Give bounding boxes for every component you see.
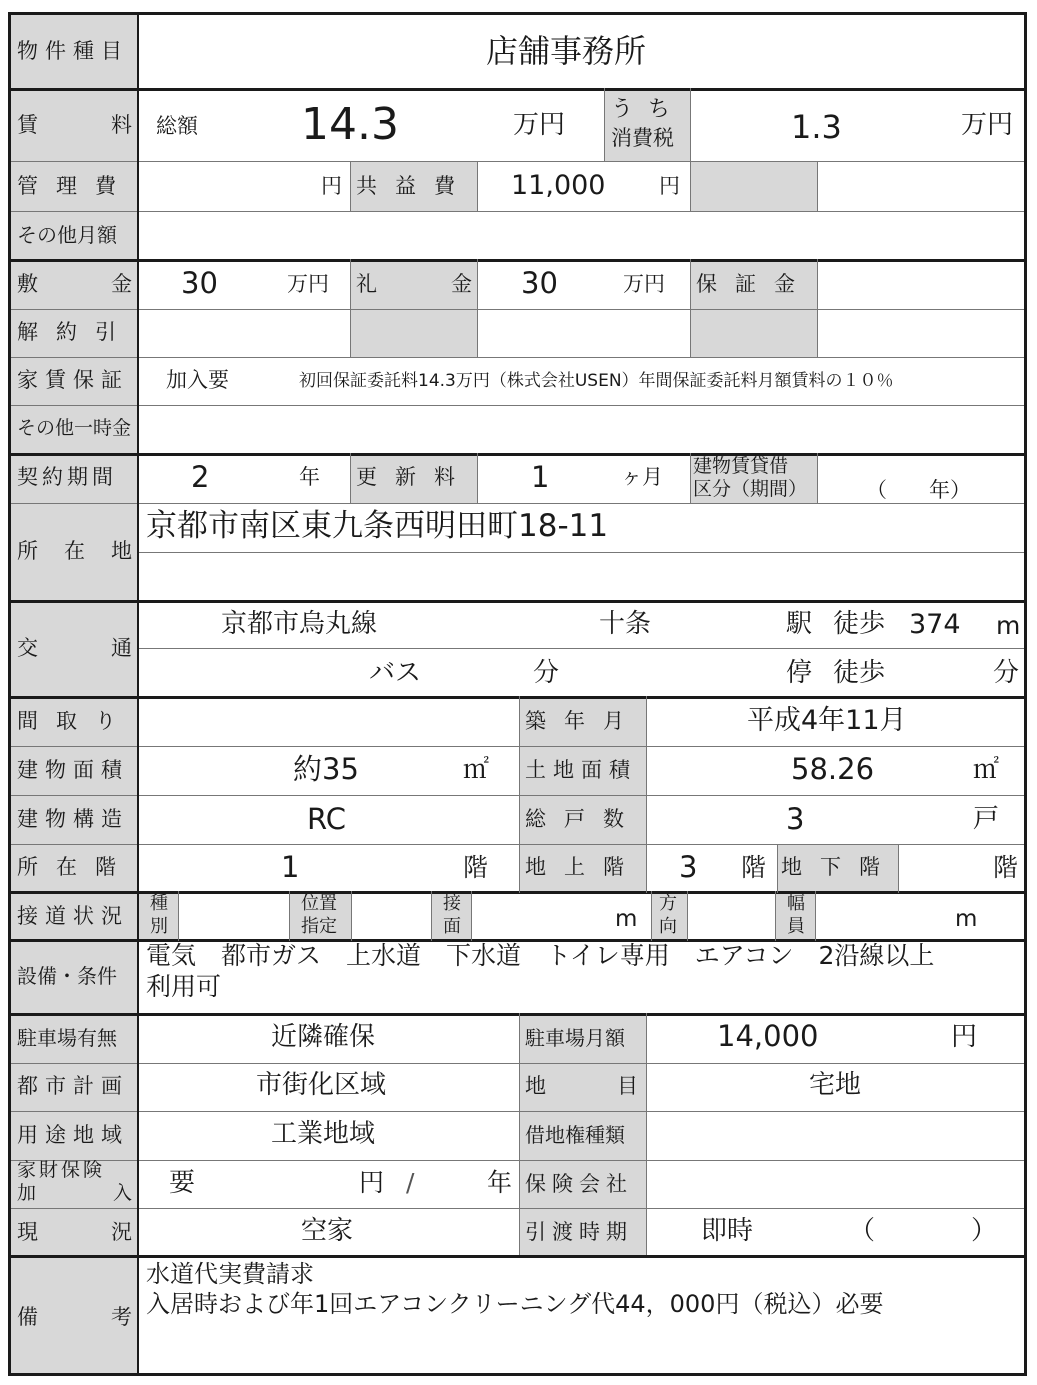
rent-label-l: 賃 (17, 113, 38, 137)
key-label-r: 金 (451, 272, 472, 296)
land-label: 土地面積 (525, 758, 637, 782)
transport-station: 十条 (599, 609, 652, 639)
tax-label-2: 消費税 (611, 126, 674, 150)
road-width-2: 員 (787, 916, 805, 937)
deposit-amount: 30 (181, 266, 218, 300)
lease-label-1: 建物賃貸借 (693, 455, 789, 477)
parking-value: 近隣確保 (271, 1022, 376, 1052)
insurance-label-2b: 入 (113, 1182, 133, 1204)
status-label-r: 況 (111, 1220, 132, 1244)
remarks-label-r: 考 (111, 1305, 132, 1329)
insurance-company-label: 保険会社 (525, 1172, 633, 1196)
above-label: 地上階 (525, 855, 642, 879)
remarks-line1: 水道代実費請求 (146, 1260, 314, 1288)
zoning-value: 工業地域 (271, 1119, 376, 1149)
tax-label-1: う ち (611, 97, 674, 122)
city-plan-value: 市街化区域 (256, 1070, 387, 1100)
structure-value: RC (307, 802, 346, 836)
area-unit: ㎡ (463, 755, 490, 785)
status-label-l: 現 (17, 1220, 38, 1244)
road-label: 接道状況 (17, 904, 129, 928)
transport-station-suffix: 駅 (786, 609, 813, 639)
stop-label: 停 (786, 658, 813, 688)
renewal-unit: ヶ月 (621, 465, 663, 489)
above-value: 3 (679, 850, 698, 884)
location-label-m: 在 (64, 539, 85, 563)
key-label-l: 礼 (356, 272, 377, 296)
road-dir-1: 方 (659, 893, 677, 914)
blank-gray-cell (690, 161, 817, 211)
other-monthly-label: その他月額 (17, 223, 117, 247)
handover-value: 即時 (701, 1216, 754, 1246)
land-cat-l: 地 (525, 1074, 546, 1098)
land-cat-value: 宅地 (809, 1070, 862, 1100)
deposit-label-r: 金 (111, 272, 132, 296)
below-label: 地下階 (781, 855, 898, 879)
above-unit: 階 (741, 853, 767, 882)
property-sheet (8, 12, 1027, 1376)
area-value: 約35 (293, 752, 359, 786)
transport-walk-distance: 374 (909, 609, 961, 640)
key-unit: 万円 (623, 272, 665, 296)
tax-unit: 万円 (961, 110, 1014, 140)
lease-label-2: 区分（期間） (693, 478, 808, 500)
parking-fee-unit: 円 (951, 1022, 978, 1052)
contract-label: 契約期間 (17, 465, 117, 489)
road-dir-2: 向 (659, 916, 677, 937)
guarantee-label: 保証金 (696, 272, 813, 296)
units-unit: 戸 (973, 804, 1000, 834)
built-label: 築年月 (525, 709, 642, 733)
lease-value: （ 年） (866, 478, 971, 502)
transport-walk-label: 徒歩 (833, 609, 886, 639)
insurance-label-2a: 加 (17, 1182, 37, 1204)
handover-paren-close: ） (971, 1216, 998, 1246)
structure-label: 建物構造 (17, 807, 129, 831)
type-value: 店舗事務所 (486, 32, 647, 70)
zoning-label: 用途地域 (17, 1123, 129, 1147)
tax-amount: 1.3 (791, 108, 842, 146)
remarks-label-l: 備 (17, 1305, 38, 1329)
road-kind-2: 別 (150, 916, 168, 937)
layout-label: 間取り (17, 709, 134, 733)
common-amount: 11,000 (511, 170, 606, 201)
location-label-r: 地 (111, 539, 132, 563)
transport-label-l: 交 (17, 636, 38, 660)
location-label-l: 所 (17, 539, 38, 563)
rent-guarantee-value: 加入要 (166, 368, 229, 392)
rent-guarantee-label: 家賃保証 (17, 368, 129, 392)
road-kind-1: 種 (150, 893, 168, 914)
units-value: 3 (786, 802, 805, 836)
insurance-unit2: 年 (487, 1168, 513, 1197)
road-face-1: 接 (443, 893, 461, 914)
transport-label-r: 通 (111, 636, 132, 660)
type-label: 物件種目 (17, 39, 129, 63)
common-label: 共益費 (356, 174, 473, 198)
parking-fee-value: 14,000 (717, 1019, 819, 1053)
bus-label: バス (369, 658, 422, 688)
insurance-value: 要 (169, 1168, 196, 1198)
handover-paren-open: （ (849, 1216, 876, 1246)
floor-unit: 階 (463, 853, 489, 882)
contract-years-unit: 年 (299, 465, 320, 489)
facilities-line1: 電気 都市ガス 上水道 下水道 トイレ専用 エアコン 2沿線以上 (146, 941, 935, 970)
rent-amount: 14.3 (301, 99, 399, 150)
parking-fee-label: 駐車場月額 (525, 1026, 625, 1050)
cancel-label: 解約引 (17, 320, 134, 344)
city-plan-label: 都市計画 (17, 1074, 129, 1098)
floor-label: 所在階 (17, 855, 134, 879)
road-pos-2: 指定 (301, 916, 337, 937)
units-label: 総戸数 (525, 807, 642, 831)
bus-unit: 分 (533, 658, 560, 688)
road-width-1: 幅 (787, 893, 805, 914)
rent-guarantee-note: 初回保証委託料14.3万円（株式会社USEN）年間保証委託料月額賃料の１０％ (299, 371, 894, 391)
location-address: 京都市南区東九条西明田町18-11 (146, 508, 609, 544)
renewal-amount: 1 (531, 460, 550, 494)
road-width-unit: m (955, 906, 978, 932)
rent-total-label: 総額 (156, 114, 198, 138)
insurance-label-1: 家財保険 (17, 1159, 106, 1181)
deposit-unit: 万円 (287, 272, 329, 296)
leasehold-label: 借地権種類 (525, 1123, 625, 1147)
common-unit: 円 (659, 174, 680, 198)
deposit-label-l: 敷 (17, 272, 38, 296)
renewal-label: 更新料 (356, 465, 473, 489)
stop-walk-label: 徒歩 (833, 658, 886, 688)
land-cat-r: 目 (617, 1074, 638, 1098)
parking-label: 駐車場有無 (17, 1026, 117, 1050)
facilities-label: 設備・条件 (17, 964, 117, 988)
remarks-line2: 入居時および年1回エアコンクリーニング代44，000円（税込）必要 (146, 1290, 884, 1318)
handover-label: 引渡時期 (525, 1220, 633, 1244)
facilities-line2: 利用可 (146, 972, 222, 1001)
below-unit: 階 (993, 853, 1019, 882)
road-face-2: 面 (443, 916, 461, 937)
floor-value: 1 (281, 850, 300, 884)
mgmt-unit: 円 (321, 174, 342, 198)
rent-unit: 万円 (513, 110, 566, 140)
mgmt-label: 管理費 (17, 174, 134, 198)
key-amount: 30 (521, 266, 558, 300)
insurance-unit1: 円 (359, 1168, 385, 1197)
built-value: 平成4年11月 (747, 705, 907, 736)
contract-years: 2 (191, 460, 210, 494)
area-label: 建物面積 (17, 758, 129, 782)
transport-walk-unit: m (996, 611, 1021, 640)
road-pos-1: 位置 (301, 893, 337, 914)
other-onetime-label: その他一時金 (17, 417, 132, 439)
road-face-unit: m (615, 906, 638, 932)
land-unit: ㎡ (973, 755, 1000, 785)
stop-unit: 分 (993, 658, 1020, 688)
insurance-slash: / (406, 1168, 415, 1197)
land-value: 58.26 (791, 752, 875, 786)
status-value: 空家 (301, 1216, 354, 1246)
transport-line: 京都市烏丸線 (221, 609, 378, 639)
rent-label-r: 料 (111, 113, 132, 137)
